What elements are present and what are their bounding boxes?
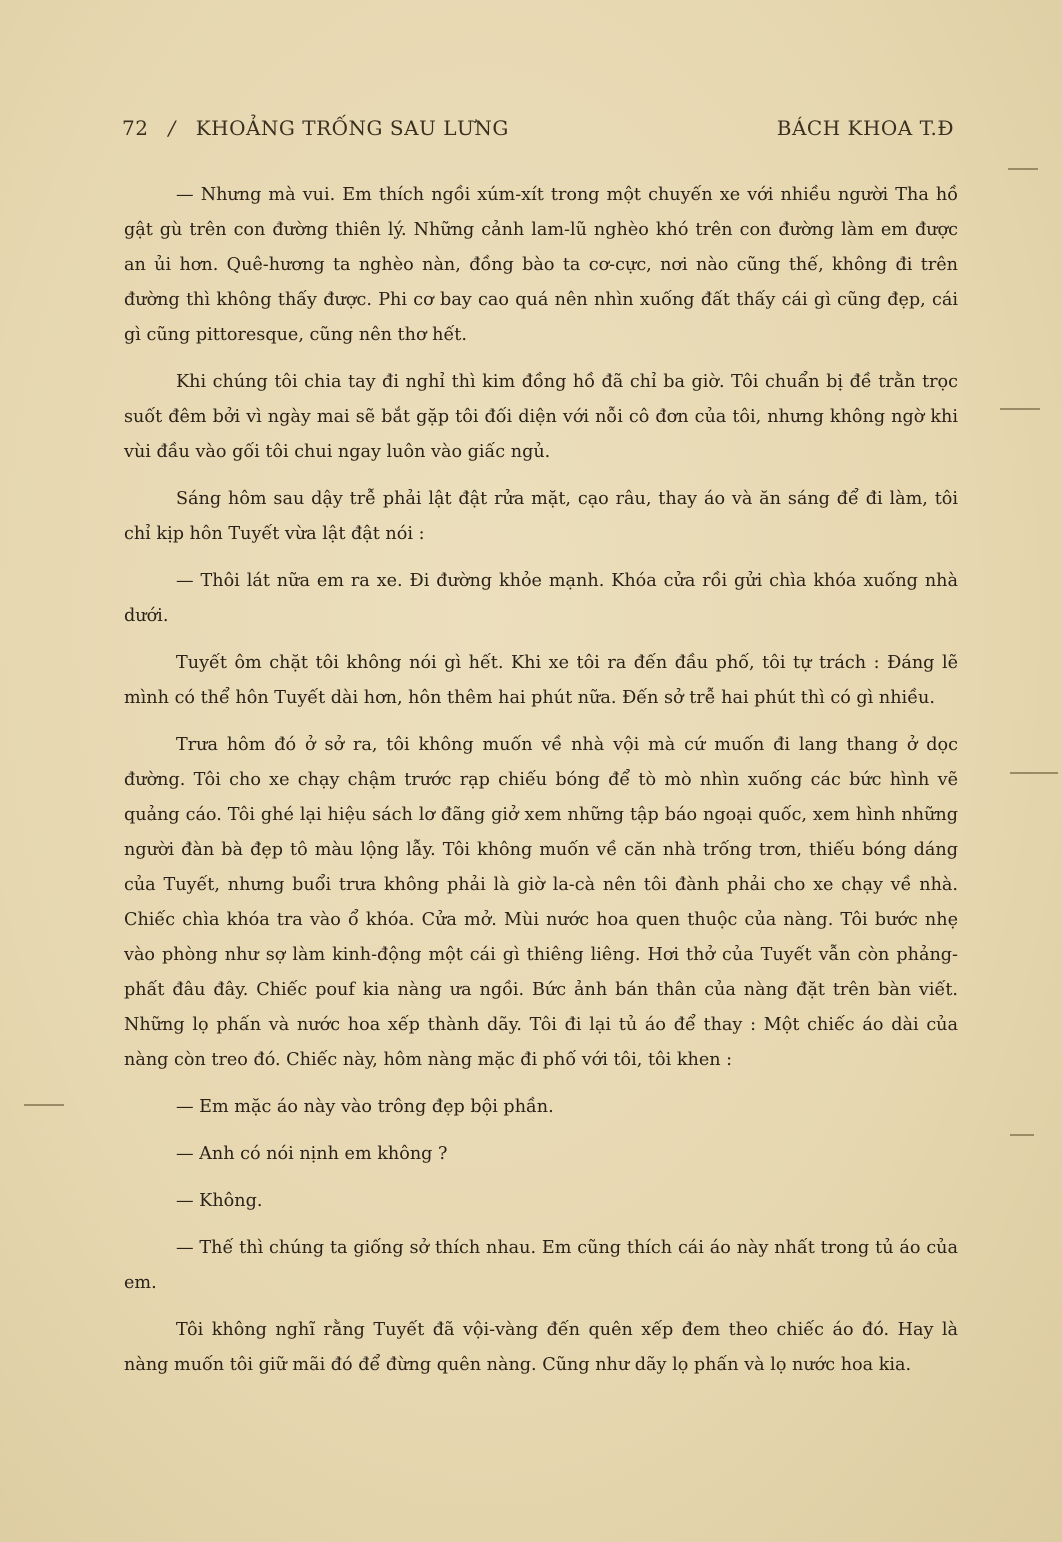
publication-name: BÁCH KHOA T.Đ xyxy=(776,116,954,140)
margin-mark xyxy=(1008,168,1038,170)
paragraph: Trưa hôm đó ở sở ra, tôi không muốn về nhà vội mà cứ muốn đi lang thang ở dọc đường. Tôi cho xe chạy chậm trước rạp chiếu bóng để tò mò nhìn xuống các bức hình vẽ quảng cáo. Tôi ghé lại hiệu sách lơ đãng giở xem những tập báo ngoại quốc, xem hình những người đàn bà đẹp tô màu lộng lẫy. Tôi không muốn về căn nhà trống trơn, thiếu bóng dáng của Tuyết, nhưng buổi trưa không phải là giờ la-cà nên tôi đành phải cho xe chạy về nhà. Chiếc chìa khóa tra vào ổ khóa. Cửa mở. Mùi nước hoa quen thuộc của nàng. Tôi bước nhẹ vào phòng như sợ làm kinh-động một cái gì thiêng liêng. Hơi thở của Tuyết vẫn còn phảng-phất đâu đây. Chiếc pouf kia nàng ưa ngồi. Bức ảnh bán thân của nàng đặt trên bàn viết. Những lọ phấn và nước hoa xếp thành dãy. Tôi đi lại tủ áo để thay : Một chiếc áo dài của nàng còn treo đó. Chiếc này, hôm nàng mặc đi phố với tôi, tôi khen : xyxy=(124,735,958,1070)
paragraph: Tuyết ôm chặt tôi không nói gì hết. Khi xe tôi ra đến đầu phố, tôi tự trách : Đáng lẽ mình có thể hôn Tuyết dài hơn, hôn thêm hai phút nữa. Đến sở trễ hai phút thì có gì nhiều. xyxy=(124,653,958,708)
dialogue-line: — Không. xyxy=(176,1191,263,1211)
body-text xyxy=(124,178,958,1395)
dialogue-line: — Thế thì chúng ta giống sở thích nhau. Em cũng thích cái áo này nhất trong tủ áo của em. xyxy=(124,1238,958,1293)
dialogue-line: — Em mặc áo này vào trông đẹp bội phần. xyxy=(176,1097,554,1117)
margin-mark xyxy=(1000,408,1040,410)
paragraph: Khi chúng tôi chia tay đi nghỉ thì kim đồng hồ đã chỉ ba giờ. Tôi chuẩn bị đề trằn trọc suốt đêm bởi vì ngày mai sẽ bắt gặp tôi đối diện với nỗi cô đơn của tôi, nhưng không ngờ khi vùi đầu vào gối tôi chui ngay luôn vào giấc ngủ. xyxy=(124,372,958,462)
margin-mark xyxy=(1010,1134,1034,1136)
paragraph: Tôi không nghĩ rằng Tuyết đã vội-vàng đến quên xếp đem theo chiếc áo đó. Hay là nàng muốn tôi giữ mãi đó để đừng quên nàng. Cũng như dãy lọ phấn và lọ nước hoa kia. xyxy=(124,1320,958,1375)
header-separator: / xyxy=(168,116,176,140)
margin-mark xyxy=(1010,772,1058,774)
running-title: KHOẢNG TRỐNG SAU LƯNG xyxy=(195,116,509,140)
dialogue-line: — Thôi lát nữa em ra xe. Đi đường khỏe mạnh. Khóa cửa rồi gửi chìa khóa xuống nhà dưới. xyxy=(124,571,958,626)
page-number: 72 xyxy=(122,116,149,140)
paragraph: Sáng hôm sau dậy trễ phải lật đật rửa mặt, cạo râu, thay áo và ăn sáng để đi làm, tôi chỉ kịp hôn Tuyết vừa lật đật nói : xyxy=(124,489,958,544)
margin-mark xyxy=(24,1104,64,1106)
page-header xyxy=(122,116,954,140)
paragraph: — Nhưng mà vui. Em thích ngồi xúm-xít trong một chuyến xe với nhiều người Tha hồ gật gù trên con đường thiên lý. Những cảnh lam-lũ nghèo khó trên con đường làm em được an ủi hơn. Quê-hương ta nghèo nàn, đồng bào ta cơ-cực, nơi nào cũng thế, không đi trên đường thì không thấy được. Phi cơ bay cao quá nên nhìn xuống đất thấy cái gì cũng đẹp, cái gì cũng pittoresque, cũng nên thơ hết. xyxy=(124,185,958,345)
dialogue-line: — Anh có nói nịnh em không ? xyxy=(176,1144,448,1164)
